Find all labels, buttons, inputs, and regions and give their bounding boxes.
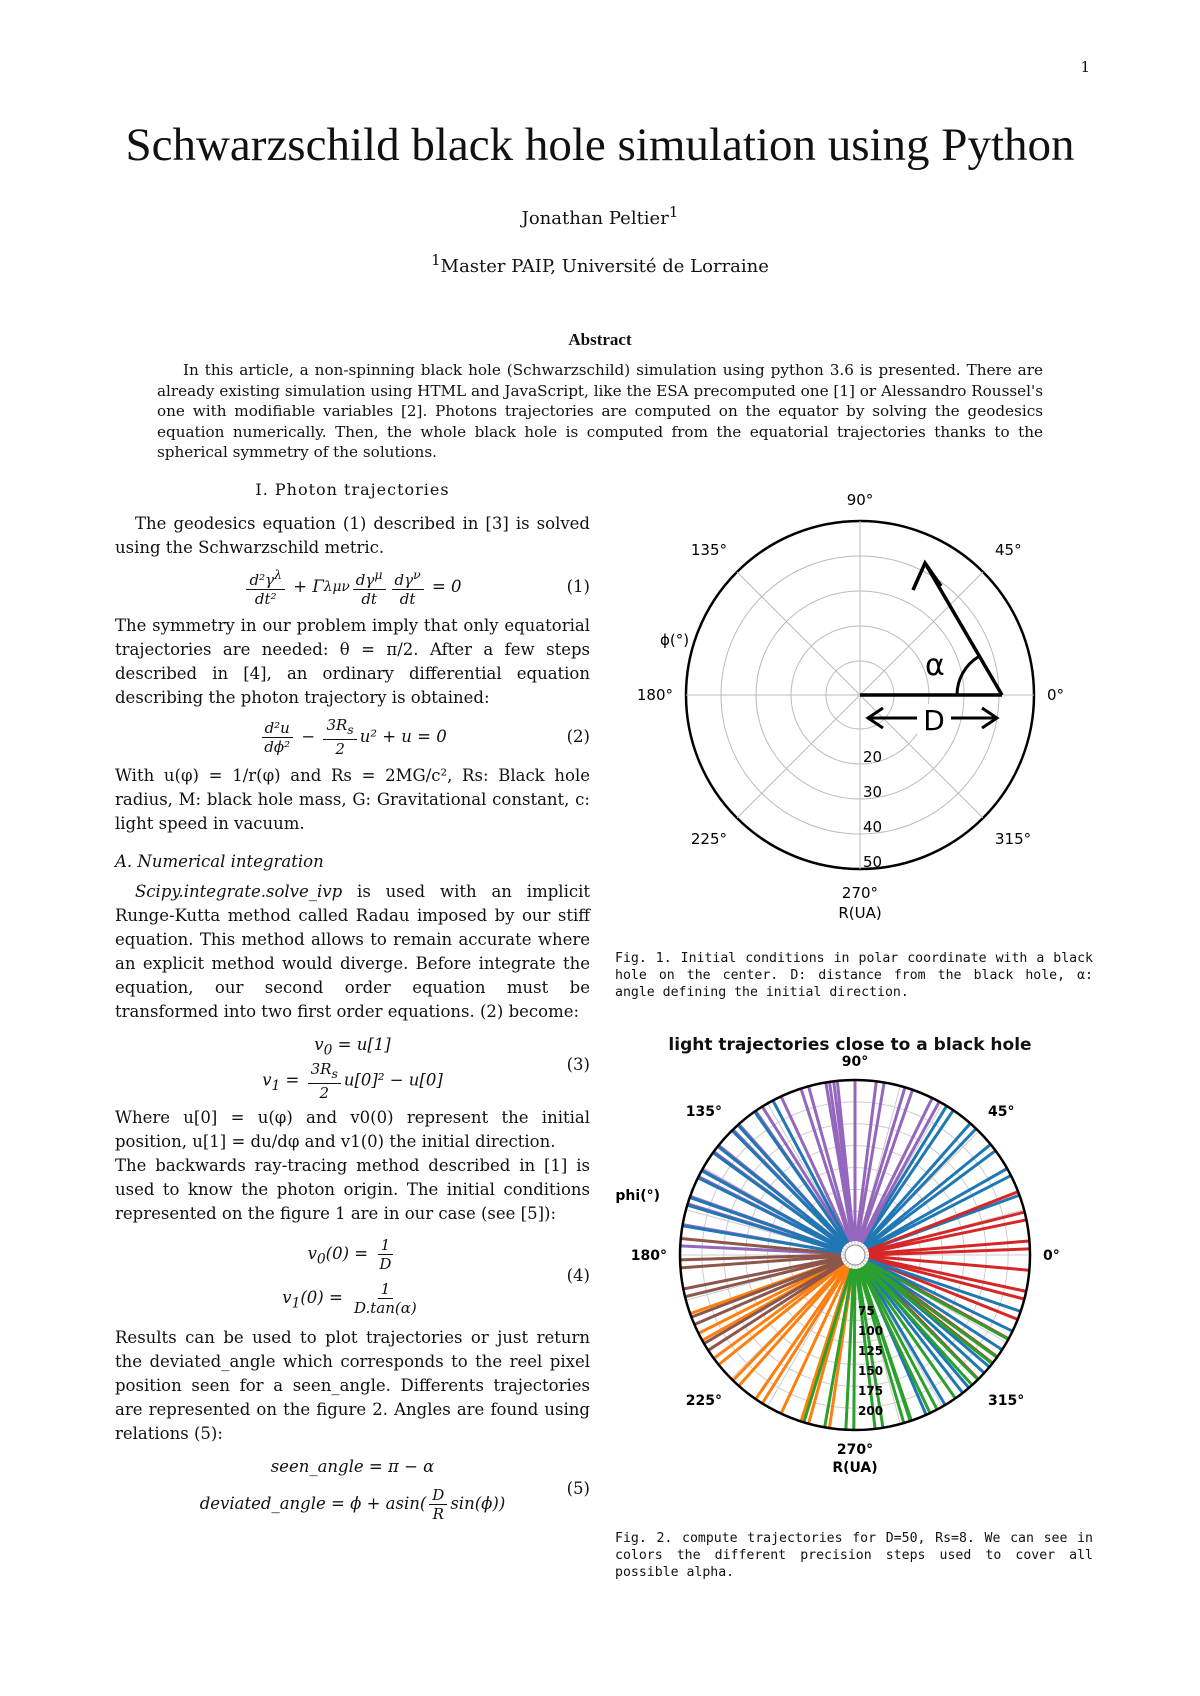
- angle-label: 90°: [841, 1054, 869, 1070]
- angle-label: 270°: [836, 1442, 874, 1458]
- left-column: [115, 478, 590, 1532]
- radial-tick: 200: [858, 1404, 884, 1418]
- r-axis-label: R(UA): [838, 904, 882, 922]
- angle-label: 135°: [685, 1104, 722, 1120]
- paragraph-text: is used with an implicit Runge-Kutta method called Radau imposed by our stiff equation. This method allows to remain accurate where an explicit method would diverge. Before integrate the equation, our second order equation must be transformed into two first order equations. (2) become:: [115, 882, 590, 1021]
- phi-axis-label: ϕ(°): [660, 631, 690, 649]
- angle-label: 225°: [685, 1393, 722, 1409]
- angle-label: 45°: [995, 541, 1022, 559]
- paragraph: With u(φ) = 1/r(φ) and Rs = 2MG/c², Rs: Black hole radius, M: black hole mass, G: Gravitational constant, c: light speed in vacuum.: [115, 766, 590, 833]
- author: [0, 203, 1200, 229]
- paragraph: [115, 880, 590, 1024]
- paragraph: Where u[0] = u(φ) and v0(0) represent the initial position, u[1] = du/dφ and v1(0) the initial direction.: [115, 1108, 590, 1151]
- equation-number: (1): [566, 577, 590, 596]
- equation-2: $\frac{\text{d²u}}{\text{dϕ²}}$ − $\frac{3R_s}{2}$ u² + u = 0 (2): [115, 710, 590, 764]
- paragraph: The geodesics equation (1) described in [3] is solved using the Schwarzschild metric.: [115, 514, 590, 557]
- figure-2-caption: Fig. 2. compute trajectories for D=50, Rs=8. We can see in colors the different precision steps used to cover all possible alpha.: [615, 1531, 1093, 1580]
- trajectory-line: [854, 1269, 855, 1430]
- angle-label: 0°: [1043, 1248, 1060, 1264]
- radial-tick: 20: [863, 748, 883, 766]
- figure-2-title: light trajectories close to a black hole: [668, 1035, 1032, 1055]
- phi-axis-label: phi(°): [615, 1188, 660, 1204]
- affiliation: [0, 251, 1200, 277]
- figure-2-polar-plot: [615, 1030, 1070, 1480]
- angle-label: 0°: [1047, 686, 1065, 704]
- abstract-text: In this article, a non-spinning black hole (Schwarzschild) simulation using python 3.6 is presented. There are already existing simulation using HTML and JavaScript, like the ESA precomputed one [1] or Alessandro Roussel's one with modifiable variables [2]. Photons trajectories are computed on the equator by solving the geodesics equation numerically. Then, the whole black hole is computed from the equatorial trajectories thanks to the spherical symmetry of the solutions.: [157, 361, 1043, 461]
- equation-3: $v_0 = u[1]$ $v_1$ = $\frac{3R_s}{2}$ u[0]² − u[0] (3): [262, 1035, 590, 1102]
- affiliation-text: Master PAIP, Université de Lorraine: [440, 256, 769, 277]
- equation-number: (2): [566, 727, 590, 746]
- section-title: I. Photon trajectories: [255, 480, 450, 499]
- radial-tick: 50: [863, 853, 883, 871]
- equation-5: seen_angle = π − α deviated_angle = ϕ + asin( $\frac{D}{R}$ sin(ϕ)) (5): [199, 1457, 590, 1523]
- paragraph: The backwards ray-tracing method described in [1] is used to know the photon origin. The initial conditions represented on the figure 1 are in our case (see [5]):: [115, 1156, 590, 1223]
- black-hole-center: [845, 1245, 865, 1265]
- angle-label: 45°: [988, 1104, 1015, 1120]
- r-axis-label: R(UA): [832, 1460, 878, 1476]
- angle-label: 315°: [988, 1393, 1025, 1409]
- angle-labels: [637, 491, 1064, 922]
- author-name: Jonathan Peltier: [521, 208, 669, 229]
- radial-tick: 125: [858, 1344, 884, 1358]
- d-label: D: [923, 704, 945, 737]
- figure-1-caption: Fig. 1. Initial conditions in polar coordinate with a black hole on the center. D: distance from the black hole, α: angle defining the initial direction.: [615, 951, 1093, 1000]
- subsection-title: A. Numerical integration: [115, 852, 324, 871]
- paragraph: The symmetry in our problem imply that only equatorial trajectories are needed: θ = π/2. After a few steps described in [4], an ordinary differential equation describing the photon trajectory is obtained:: [115, 616, 590, 707]
- equation-1: $\frac{d^2\gamma^\lambda}{\text{dt²}}$ + Γ λ μν $\frac{d\gamma^\mu}{dt}$ $\frac{d\gamma^\nu}{dt}$ = 0 (1): [115, 560, 590, 614]
- angle-label: 90°: [846, 491, 874, 509]
- paragraph: Results can be used to plot trajectories or just return the deviated_angle which corresponds to the reel pixel position seen for a seen_angle. Differents trajectories are represented on the figure 2. Angles are found using relations (5):: [115, 1328, 590, 1443]
- code-term: Scipy.integrate.solve_ivp: [135, 882, 343, 901]
- radial-tick: 40: [863, 818, 883, 836]
- angle-label: 135°: [690, 541, 727, 559]
- radial-tick: 75: [858, 1304, 875, 1318]
- equation-number: (4): [566, 1266, 590, 1285]
- diagram-annotations: [860, 563, 1002, 737]
- angle-label: 315°: [995, 830, 1032, 848]
- author-superscript: 1: [668, 203, 679, 221]
- radial-tick: 175: [858, 1384, 884, 1398]
- radial-tick: 100: [858, 1324, 884, 1338]
- angle-label: 180°: [636, 686, 673, 704]
- abstract-heading: Abstract: [568, 330, 632, 349]
- angle-label: 270°: [841, 884, 879, 902]
- page-number: 1: [1080, 58, 1090, 76]
- paper-title: Schwarzschild black hole simulation using Python: [125, 119, 1075, 171]
- radial-tick: 150: [858, 1364, 884, 1378]
- alpha-label: α: [925, 648, 945, 683]
- radial-tick: 30: [863, 783, 883, 801]
- affiliation-superscript: 1: [431, 251, 441, 269]
- equation-4: $v_0(0)$ = $\frac{1}{D}$ $v_1(0)$ = $\frac{1}{D.\tan(\alpha)}$ (4): [282, 1236, 590, 1317]
- equation-number: (5): [566, 1479, 590, 1498]
- equation-number: (3): [566, 1055, 590, 1074]
- figure-1-polar-plot: [635, 480, 1075, 940]
- angle-label: 180°: [630, 1248, 667, 1264]
- angle-label: 225°: [690, 830, 727, 848]
